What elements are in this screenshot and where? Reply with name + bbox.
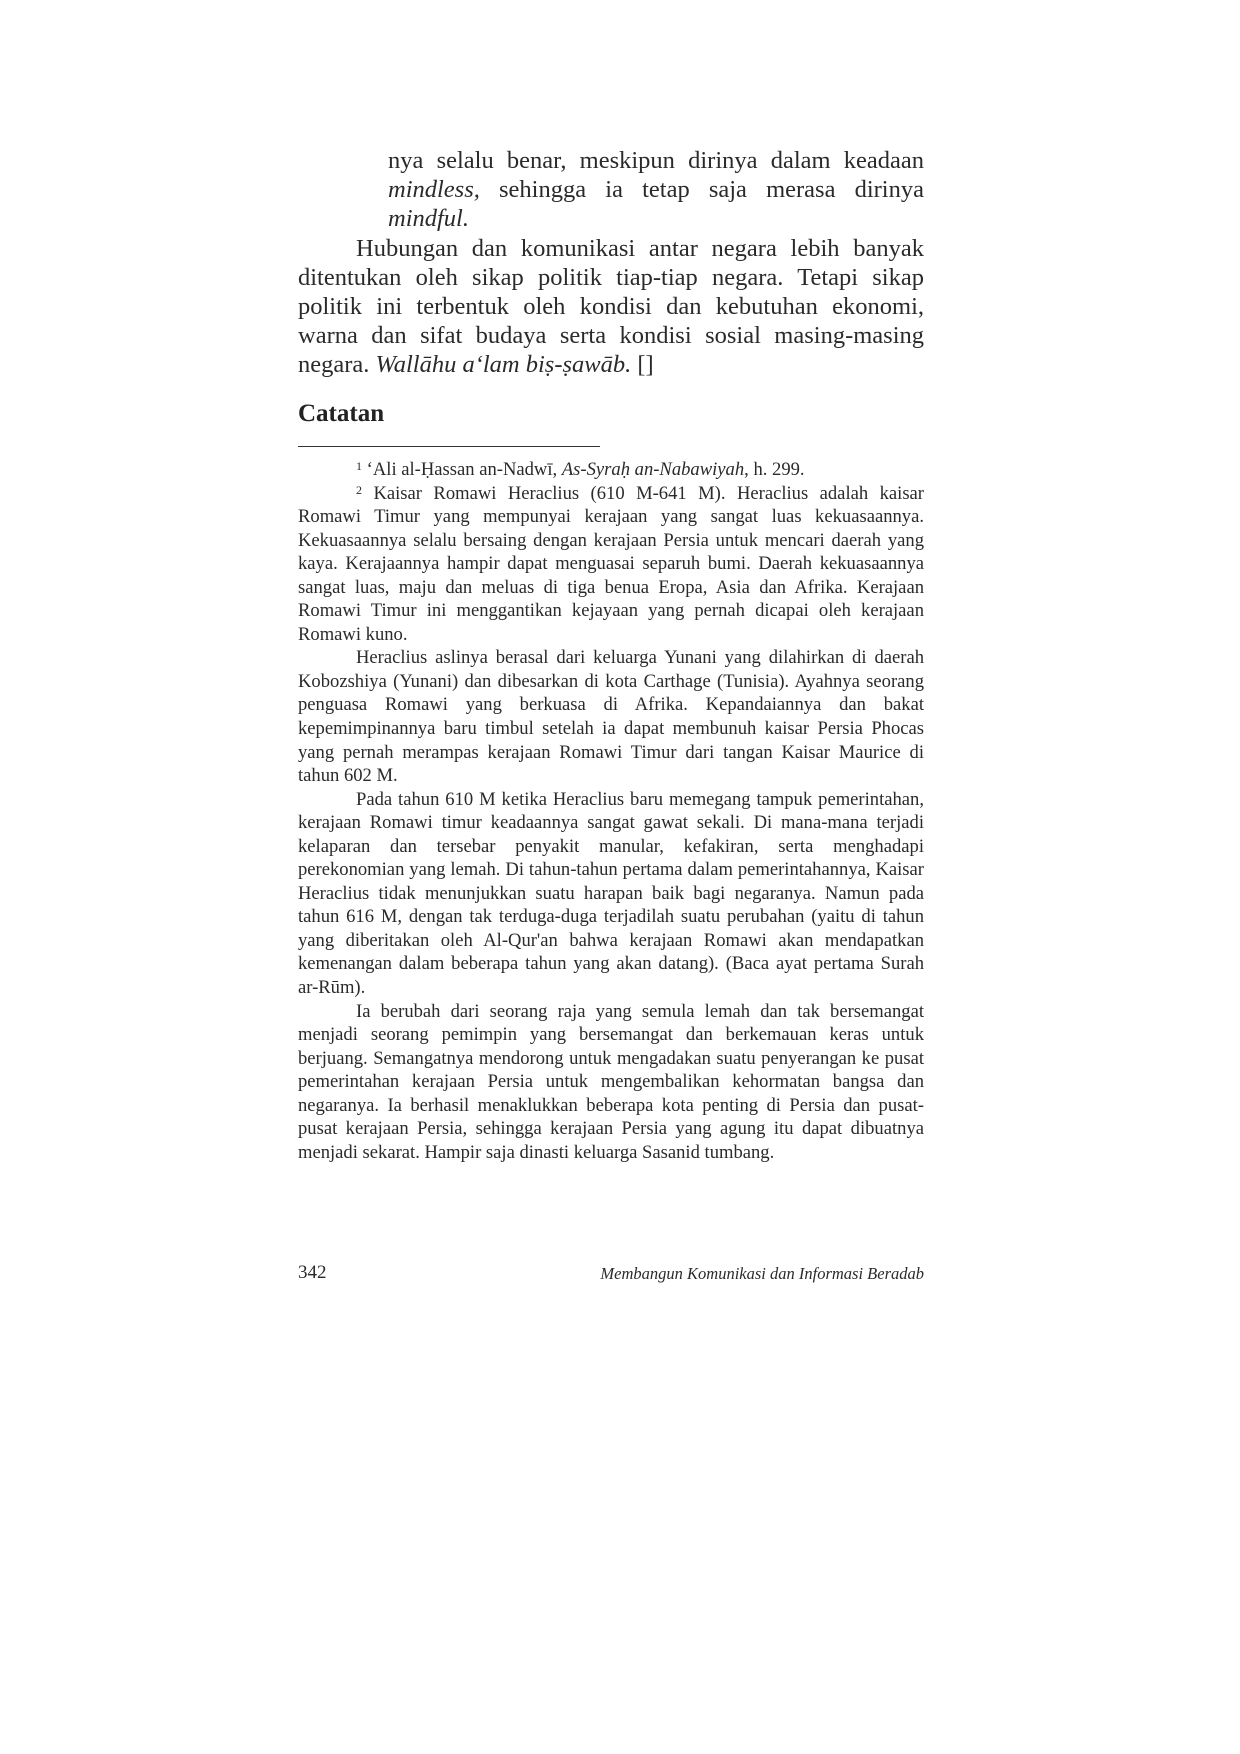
running-title: Membangun Komunikasi dan Informasi Beradab	[600, 1264, 924, 1283]
notes-heading: Catatan	[298, 400, 385, 427]
footnotes	[298, 458, 924, 1164]
quote-emphasis-1: mindless,	[388, 176, 480, 204]
footnote-1-text: ‘Ali al-Ḥassan an-Nadwī,	[366, 459, 562, 480]
footnote-1	[298, 458, 924, 482]
main-text	[298, 146, 924, 380]
footnote-2-paragraph-1: Kaisar Romawi Heraclius (610 M-641 M). Heraclius adalah kaisar Romawi Timur yang mempunyai kerajaan yang sangat luas kekuasaannya. Kekuasaannya selalu bersaing dengan kerajaan Persia untuk mencari daerah yang kaya. Kerajaannya hampir dapat menguasai separuh bumi. Daerah kekuasaannya sangat luas, maju dan meluas di tiga benua Eropa, Asia dan Afrika. Kerajaan Romawi Timur ini menggantikan kejayaan yang pernah dicapai oleh kerajaan Romawi kuno.	[298, 482, 924, 645]
paragraph-text: Hubungan dan komunikasi antar negara lebih banyak ditentukan oleh sikap politik tiap-tiap negara. Tetapi sikap politik ini terbentuk oleh kondisi dan kebutuhan ekonomi, warna dan sifat budaya serta kondisi sosial masing-masing negara.	[298, 234, 924, 379]
footnote-2-marker: 2	[356, 482, 362, 497]
footnote-2-paragraph-2: Heraclius aslinya berasal dari keluarga Yunani yang dilahirkan di daerah Kobozshiya (Yunani) dan dibesarkan di kota Carthage (Tunisia). Ayahnya seorang penguasa Romawi yang berkuasa di Afrika. Kepandaiannya dan bakat kepemimpinannya baru timbul setelah ia dapat membunuh kaisar Persia Phocas yang pernah merampas kerajaan Romawi Timur dari tangan Kaisar Maurice di tahun 602 M.	[298, 647, 924, 787]
quote-text-1: nya selalu benar, meskipun dirinya dalam keadaan	[388, 147, 924, 174]
quote-text-2: sehingga ia tetap saja merasa dirinya	[479, 176, 924, 204]
paragraph-end-mark: []	[631, 351, 654, 379]
page-number: 342	[298, 1262, 327, 1283]
footnote-2	[298, 482, 924, 647]
quote-emphasis-2: mindful.	[388, 205, 469, 233]
footnote-1-marker: 1	[356, 459, 362, 473]
closing-formula: Wallāhu a‘lam biṣ-ṣawāb.	[375, 351, 632, 379]
footnote-2-paragraph-4: Ia berubah dari seorang raja yang semula lemah dan tak bersemangat menjadi seorang pemimpin yang bersemangat dan berkemauan keras untuk berjuang. Semangatnya mendorong untuk mengadakan suatu penyerangan ke pusat pemerintahan kerajaan Persia untuk mengembalikan kehormatan bangsa dan negaranya. Ia berhasil menaklukkan beberapa kota penting di Persia dan pusat-pusat kerajaan Persia, sehingga kerajaan Persia yang agung itu dapat dibuatnya menjadi sekarat. Hampir saja dinasti keluarga Sasanid tumbang.	[298, 1000, 924, 1163]
body-paragraph	[298, 234, 924, 380]
footnote-2-paragraph-3: Pada tahun 610 M ketika Heraclius baru memegang tampuk pemerintahan, kerajaan Romawi timur keadaannya sangat gawat sekali. Di mana-mana terjadi kelaparan dan tersebar penyakit manular, kefakiran, serta menghadapi perekonomian yang lemah. Di tahun-tahun pertama dalam pemerintahannya, Kaisar Heraclius tidak menunjukkan suatu harapan baik bagi negaranya. Namun pada tahun 616 M, dengan tak terduga-duga terjadilah suatu perubahan (yaitu di tahun yang diberitakan oleh Al-Qur'an bahwa kerajaan Romawi akan mendapatkan kemenangan dalam beberapa tahun yang akan datang). (Baca ayat pertama Surah ar-Rūm).	[298, 788, 924, 999]
footnote-rule	[298, 446, 600, 447]
footnote-1-title: As-Syraḥ an-Nabawiyah	[561, 459, 745, 480]
quote-continuation	[298, 146, 924, 234]
footnote-1-page: , h. 299.	[744, 459, 805, 480]
